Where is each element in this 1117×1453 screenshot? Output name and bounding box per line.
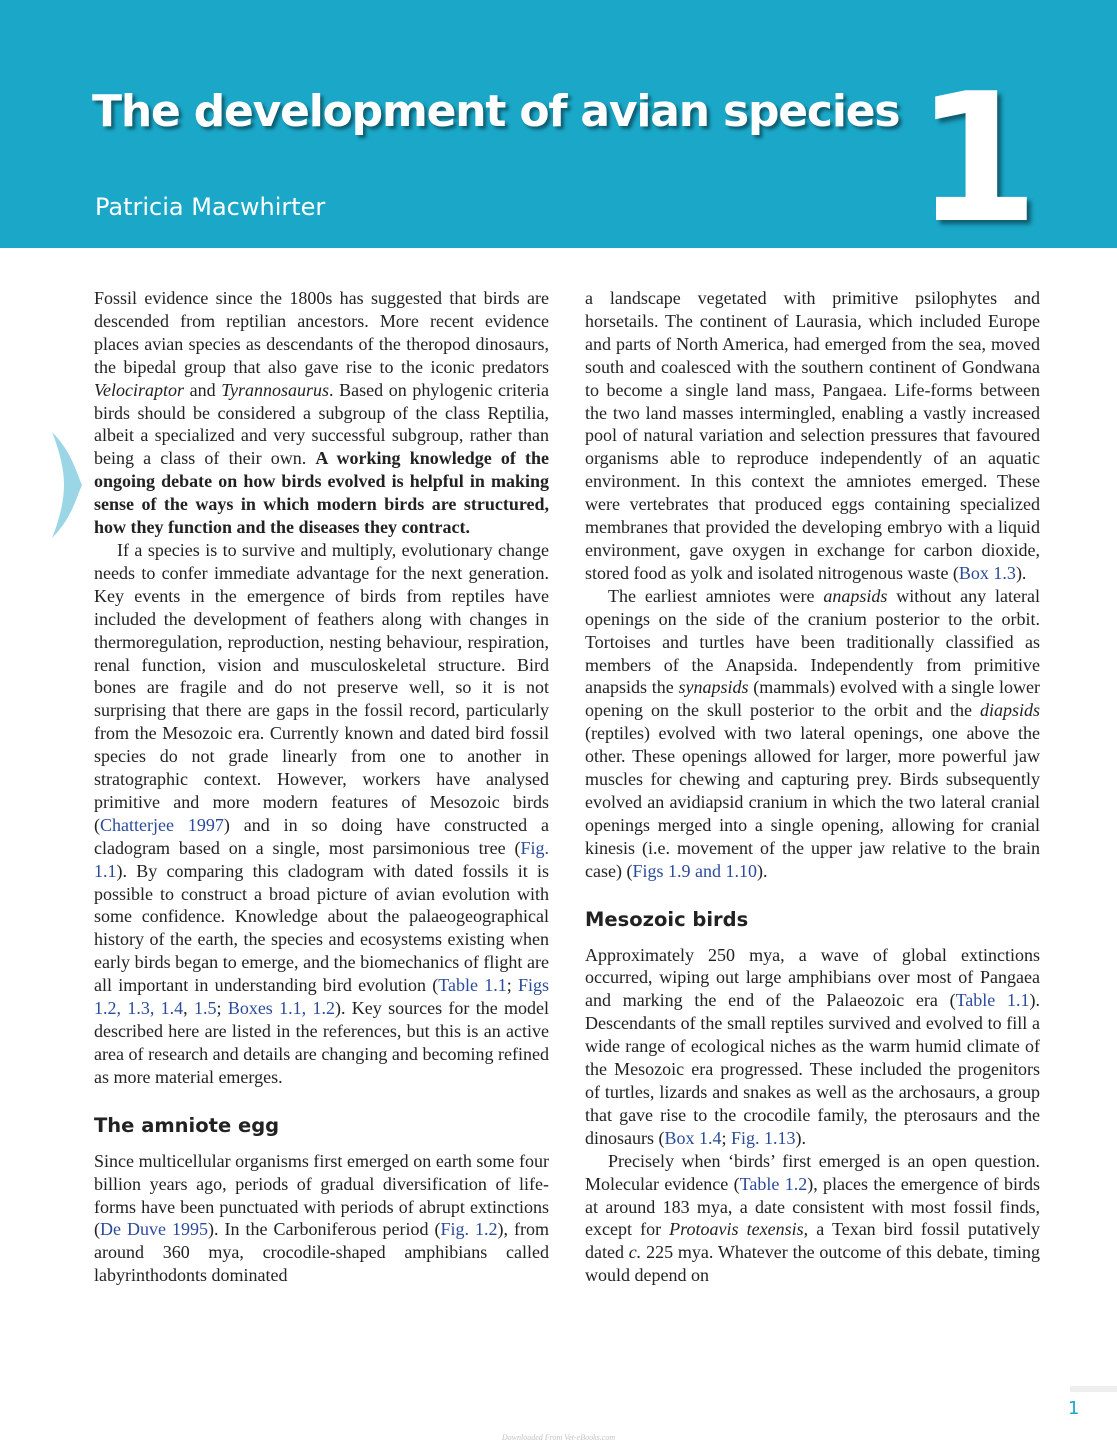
paragraph: a landscape vegetated with primitive psilophytes and horsetails. The continent of Laurasia, which included Europe and parts of North America, had emerged from the sea, moved south and coalesced with the southern continent of Gondwana to become a single land mass, Pangaea. Life-forms between the two land masses intermingled, enabling a vastly increased pool of natural variation and selection pressures that favoured organisms able to reproduce independently of an aquatic environment. In this context the amniotes emerged. These were vertebrates that produced eggs containing specialized membranes that provided the developing embryo with a liquid environment, gave oxygen in exchange for carbon dioxide, stored food as yolk and isolated nitrogenous waste (Box 1.3). (585, 288, 1040, 583)
right-column (585, 287, 1040, 1287)
figure-link[interactable]: Figs 1.9 and 1.10 (632, 860, 757, 881)
paragraph: Since multicellular organisms first emerged on earth some four billion years ago, periods of gradual diversification of life-forms have been punctuated with periods of abrupt extinctions (De Duve 1995). In the Carboniferous period (Fig. 1.2), from around 360 mya, crocodile-shaped amphibians called labyrinthodonts dominated (94, 1150, 550, 1286)
paragraph: Approximately 250 mya, a wave of global extinctions occurred, wiping out large amphibians over most of Pangaea and marking the end of the Palaeozoic era (Table 1.1). Descendants of the small reptiles survived and evolved to fill a wide range of ecological niches as the warm humid climate of the Mesozoic era progressed. These included the progenitors of turtles, lizards and snakes as well as the archosaurs, a group that gave rise to the crocodile family, the pterosaurs and the dinosaurs (Box 1.4; Fig. 1.13). (585, 944, 1040, 1148)
figure-link[interactable]: Fig. 1.1 (94, 837, 549, 881)
key-point-marker-icon (46, 430, 86, 540)
left-column (94, 287, 549, 1287)
table-link[interactable]: Table 1.2 (739, 1173, 808, 1194)
box-link[interactable]: Box 1.3 (958, 562, 1016, 583)
paragraph: The earliest amniotes were anapsids without any lateral openings on the side of the cranium posterior to the orbit. Tortoises and turtles have been traditionally classified as members of the Anapsida. Independently from primitive anapsids the synapsids (mammals) evolved with a single lower opening on the skull posterior to the orbit and the diapsids (reptiles) evolved with two lateral openings, one above the other. These openings allowed for larger, more powerful jaw muscles for chewing and capturing prey. Birds subsequently evolved an avidiapsid cranium in which the two lateral cranial openings merged into a single opening, allowing for cranial kinesis (i.e. movement of the upper jaw relative to the brain case) (Figs 1.9 and 1.10). (585, 585, 1040, 881)
figure-link[interactable]: Fig. 1.2 (440, 1219, 498, 1240)
figure-link[interactable]: Fig. 1.13 (731, 1127, 796, 1148)
citation-link[interactable]: De Duve 1995 (100, 1219, 208, 1240)
chapter-header-banner (0, 0, 1117, 262)
key-point-text: A working knowledge of the ongoing debate on how birds evolved is helpful in making sense of the ways in which modern birds are structured, how they function and the diseases they contract. (94, 448, 550, 538)
table-link[interactable]: Table 1.1 (438, 975, 507, 996)
chapter-author: Patricia Macwhirter (95, 193, 326, 221)
paragraph: Fossil evidence since the 1800s has suggested that birds are descended from reptilian ancestors. More recent evidence places avian species as descendants of the theropod dinosaurs, the bipedal group that also gave rise to the iconic predators Velociraptor and Tyrannosaurus. Based on phylogenic criteria birds should be considered a subgroup of the class Reptilia, albeit a specialized and very successful subgroup, rather than being a class of their own. A working knowledge of the ongoing debate on how birds evolved is helpful in making sense of the ways in which modern birds are structured, how they function and the diseases they contract. (94, 288, 550, 538)
download-watermark: Downloaded From Vet-eBooks.com (501, 1433, 616, 1442)
section-heading: The amniote egg (94, 1113, 280, 1137)
paragraph: If a species is to survive and multiply, evolutionary change needs to confer immediate advantage for the next generation. Key events in the emergence of birds from reptiles have included the development of feathers along with changes in thermoregulation, reproduction, nesting behaviour, respiration, renal function, vision and musculoskeletal structure. Bird bones are fragile and do not preserve well, so it is not surprising that there are gaps in the fossil record, particularly from the Mesozoic era. Currently known and dated bird fossil species do not grade linearly from one to another in stratographic context. However, workers have analysed primitive and more modern features of Mesozoic birds (Chatterjee 1997) and in so doing have constructed a cladogram based on a single, most parsimonious tree (Fig. 1.1). By comparing this cladogram with dated fossils it is possible to construct a broad picture of avian evolution with some confidence. Knowledge about the palaeogeographical history of the earth, the species and ecosystems existing when early birds began to emerge, and the biomechanics of flight are all important in understanding bird evolution (Table 1.1; Figs 1.2, 1.3, 1.4, 1.5; Boxes 1.1, 1.2). Key sources for the model described here are listed in the references, but this is an active area of research and details are changing and becoming refined as more material emerges. (94, 539, 550, 1087)
section-heading: Mesozoic birds (585, 907, 749, 931)
chapter-title: The development of avian species (92, 86, 900, 137)
page-number: 1 (1068, 1398, 1080, 1419)
figure-link[interactable]: 1.5 (193, 998, 217, 1019)
chapter-number: 1 (915, 55, 1039, 262)
figure-link[interactable]: Figs 1.2, 1.3, 1.4 (94, 975, 549, 1019)
box-link[interactable]: Box 1.4 (664, 1127, 722, 1148)
table-link[interactable]: Table 1.1 (955, 990, 1030, 1011)
paragraph: Precisely when ‘birds’ first emerged is an open question. Molecular evidence (Table 1.2), places the emergence of birds at around 183 mya, a date consistent with most fossil finds, except for Protoavis texensis, a Texan bird fossil putatively dated c. 225 mya. Whatever the outcome of this debate, timing would depend on (585, 1150, 1041, 1286)
page-number-bar (1070, 1386, 1117, 1392)
box-link[interactable]: Boxes 1.1, 1.2 (227, 998, 335, 1019)
citation-link[interactable]: Chatterjee 1997 (100, 814, 224, 835)
